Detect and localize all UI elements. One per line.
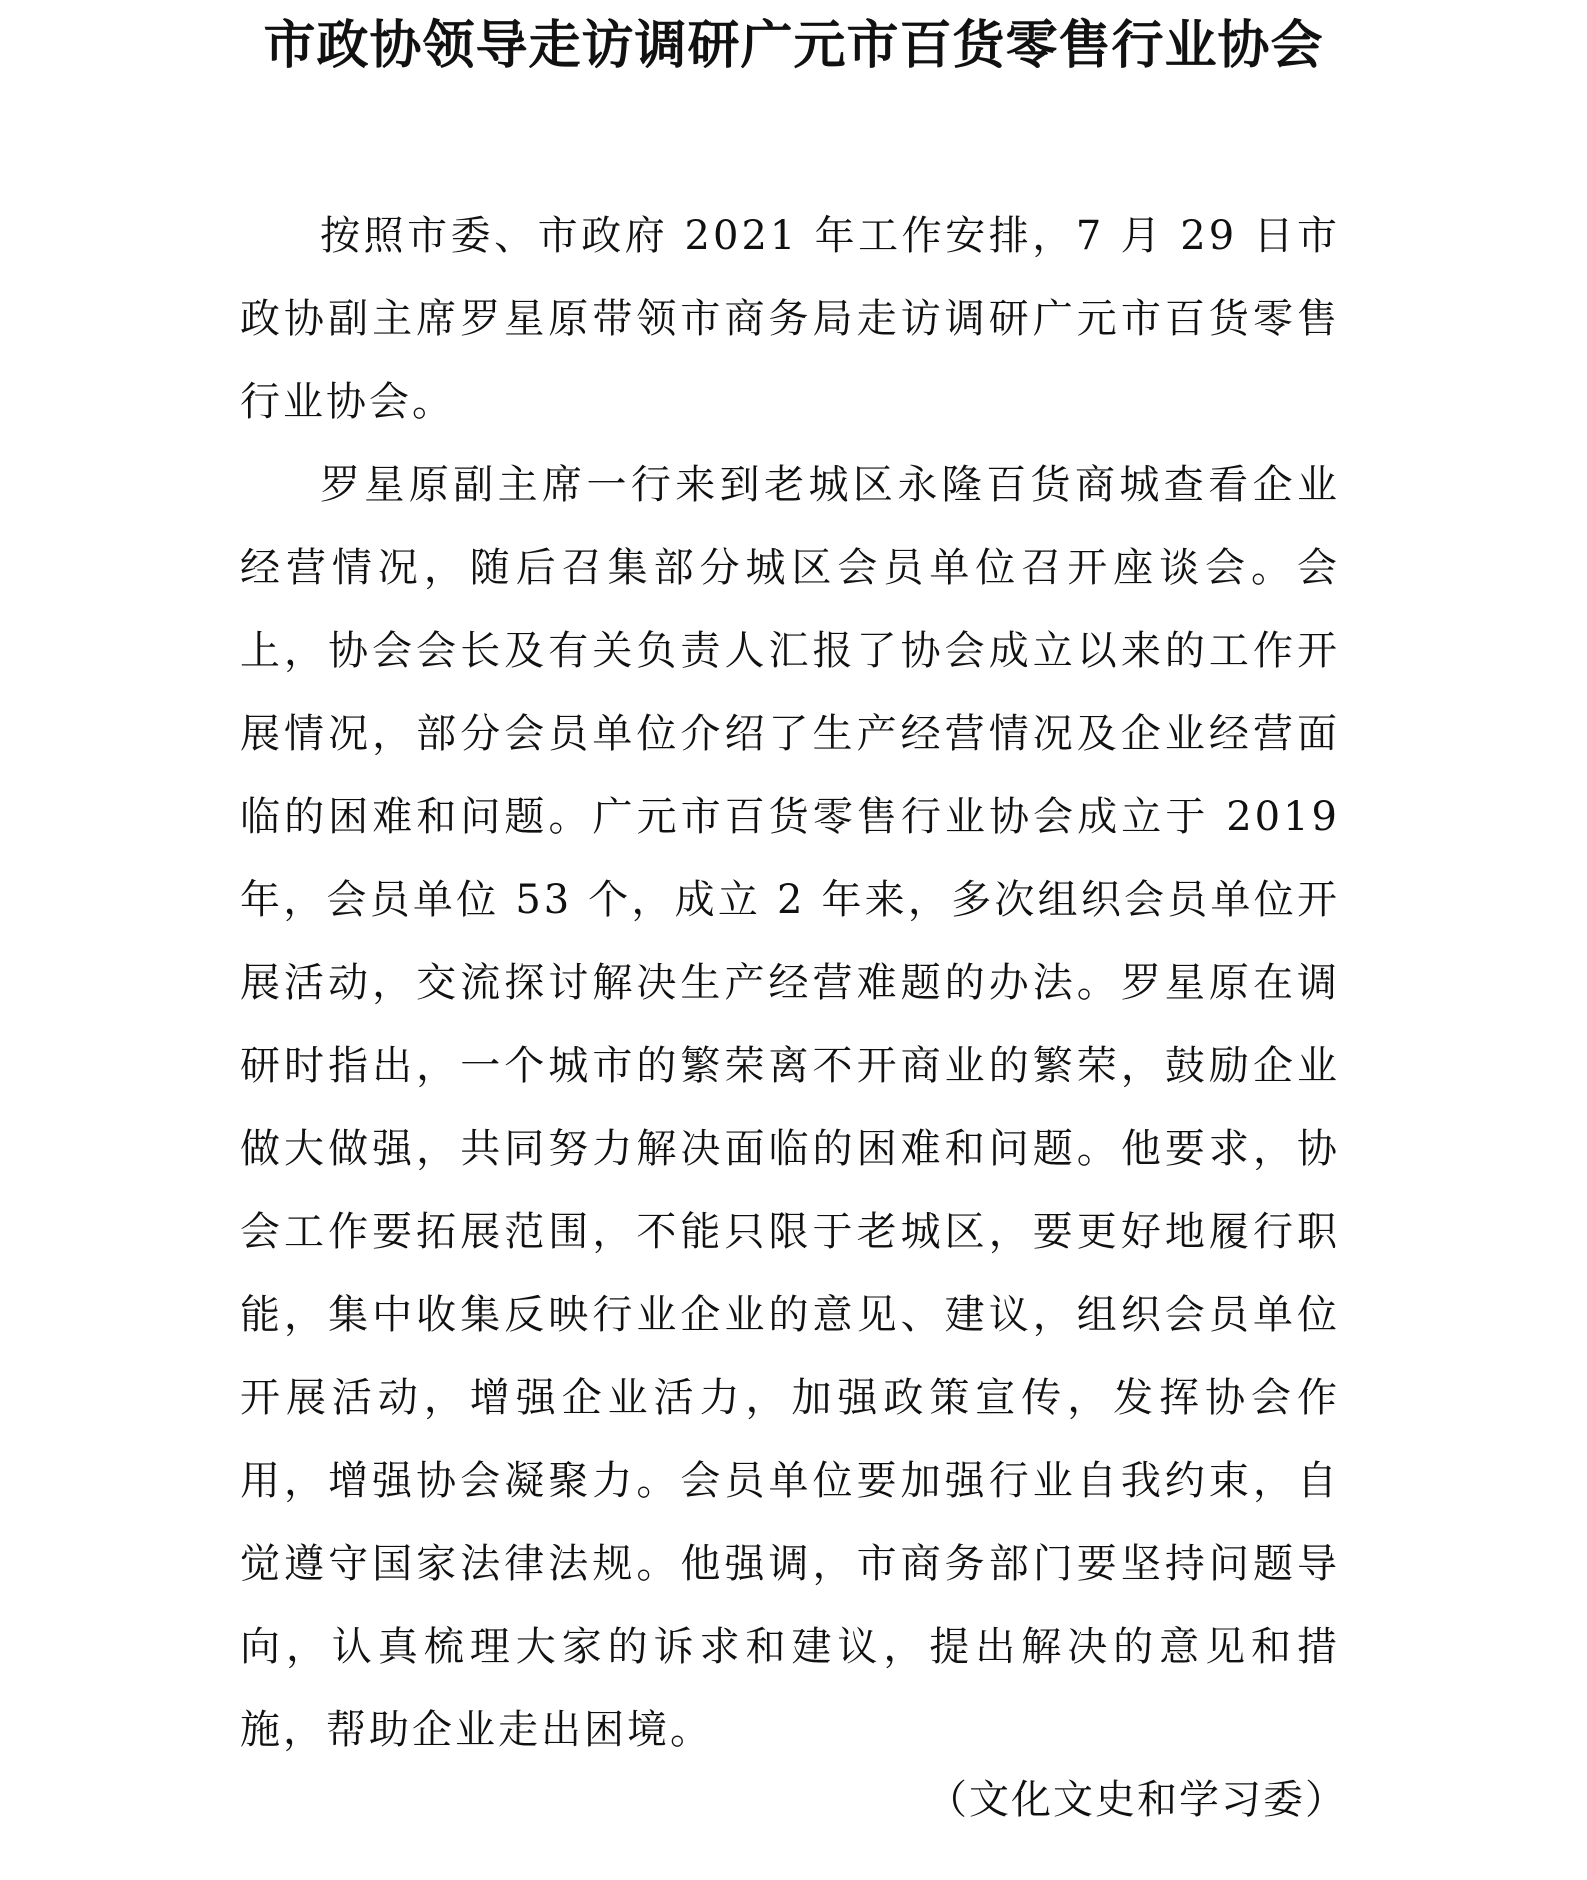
paragraph-2: 罗星原副主席一行来到老城区永隆百货商城查看企业经营情况，随后召集部分城区会员单位召开座谈会。会上，协会会长及有关负责人汇报了协会成立以来的工作开展情况，部分会员单位介绍了生产经营情况及企业经营面临的困难和问题。广元市百货零售行业协会成立于 2019 年，会员单位 53 个，成立 2 年来，多次组织会员单位开展活动，交流探讨解决生产经营难题的办法。罗星原在调研时指出，一个城市的繁荣离不开商业的繁荣，鼓励企业做大做强，共同努力解决面临的困难和问题。他要求，协会工作要拓展范围，不能只限于老城区，要更好地履行职能，集中收集反映行业企业的意见、建议，组织会员单位开展活动，增强企业活力，加强政策宣传，发挥协会作用，增强协会凝聚力。会员单位要加强行业自我约束，自觉遵守国家法律法规。他强调，市商务部门要坚持问题导向，认真梳理大家的诉求和建议，提出解决的意见和措施，帮助企业走出困境。 xyxy=(240,462,1340,1753)
article-body xyxy=(240,195,1340,1772)
article-title: 市政协领导走访调研广元市百货零售行业协会 xyxy=(263,15,1324,76)
paragraph-1: 按照市委、市政府 2021 年工作安排，7 月 29 日市政协副主席罗星原带领市商务局走访调研广元市百货零售行业协会。 xyxy=(240,213,1340,425)
signature: （文化文史和学习委） xyxy=(927,1777,1347,1823)
